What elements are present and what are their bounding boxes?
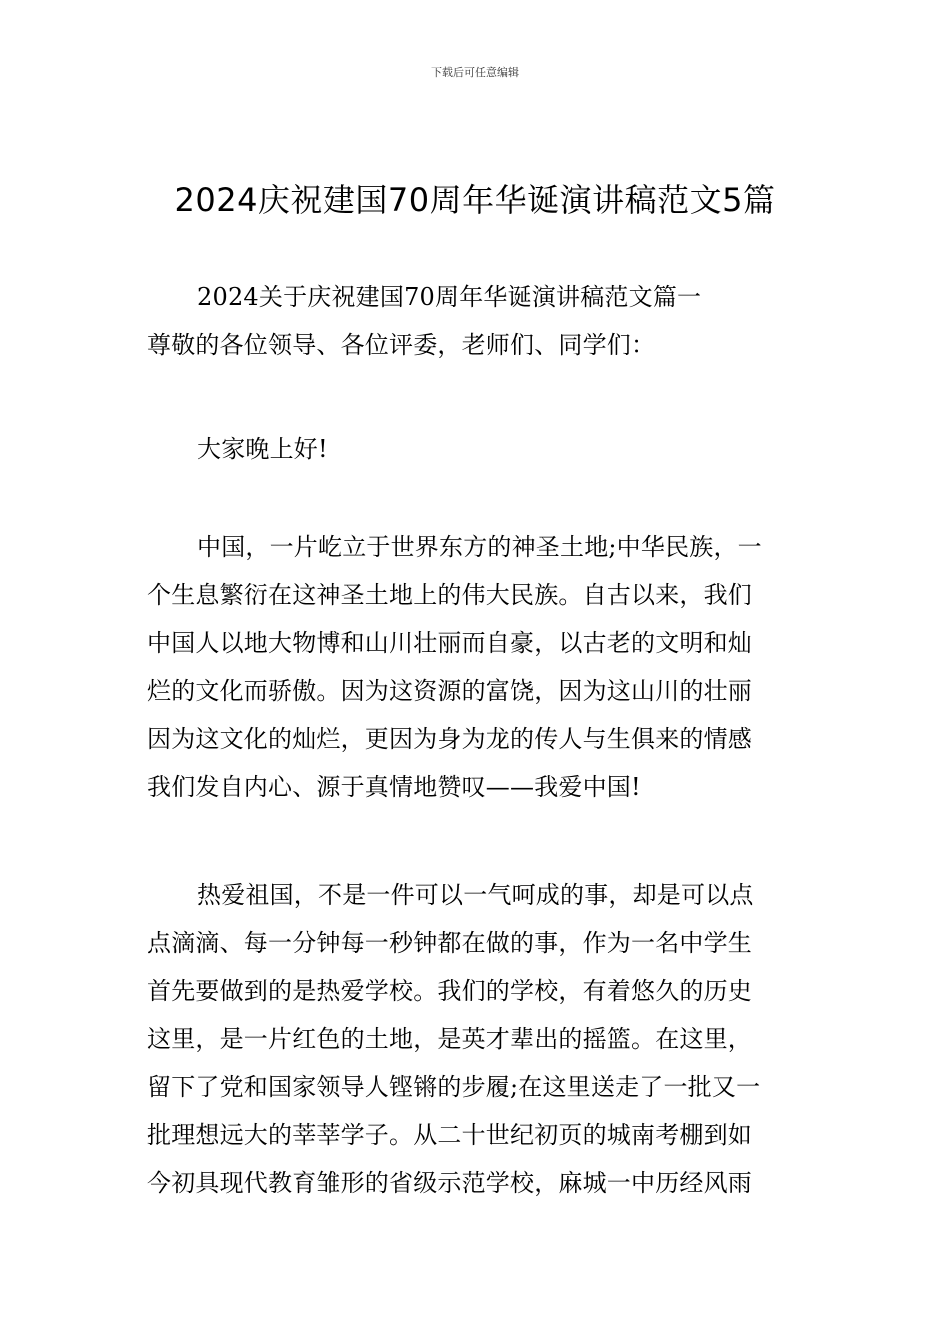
paragraph-line: 因为这文化的灿烂，更因为身为龙的传人与生俱来的情感 — [147, 725, 752, 753]
paragraph-line: 中国，一片屹立于世界东方的神圣土地;中华民族，一 — [197, 533, 762, 561]
salutation: 尊敬的各位领导、各位评委，老师们、同学们： — [147, 331, 656, 359]
greeting: 大家晚上好! — [197, 435, 328, 463]
section-subtitle: 2024关于庆祝建国70周年华诞演讲稿范文篇一 — [197, 283, 702, 311]
document-body — [147, 273, 807, 369]
header-note: 下载后可任意编辑 — [431, 66, 519, 79]
paragraph-line: 热爱祖国，不是一件可以一气呵成的事，却是可以点 — [197, 881, 754, 909]
paragraph-line: 我们发自内心、源于真情地赞叹——我爱中国! — [147, 773, 641, 801]
paragraph-1 — [147, 523, 807, 811]
paragraph-line: 点滴滴、每一分钟每一秒钟都在做的事，作为一名中学生 — [147, 929, 752, 957]
paragraph-line: 烂的文化而骄傲。因为这资源的富饶，因为这山川的壮丽 — [147, 677, 752, 705]
paragraph-line: 今初具现代教育雏形的省级示范学校，麻城一中历经风雨 — [147, 1169, 752, 1197]
paragraph-2 — [147, 871, 807, 1207]
paragraph-line: 个生息繁衍在这神圣土地上的伟大民族。自古以来，我们 — [147, 581, 752, 609]
document-title: 2024庆祝建国70周年华诞演讲稿范文5篇 — [174, 181, 776, 219]
paragraph-line: 中国人以地大物博和山川壮丽而自豪，以古老的文明和灿 — [147, 629, 752, 657]
paragraph-line: 这里，是一片红色的土地，是英才辈出的摇篮。在这里， — [147, 1025, 752, 1053]
paragraph-line: 首先要做到的是热爱学校。我们的学校，有着悠久的历史 — [147, 977, 752, 1005]
greeting-block — [147, 425, 807, 473]
paragraph-line: 留下了党和国家领导人铿锵的步履;在这里送走了一批又一 — [147, 1073, 761, 1101]
paragraph-line: 批理想远大的莘莘学子。从二十世纪初页的城南考棚到如 — [147, 1121, 752, 1149]
